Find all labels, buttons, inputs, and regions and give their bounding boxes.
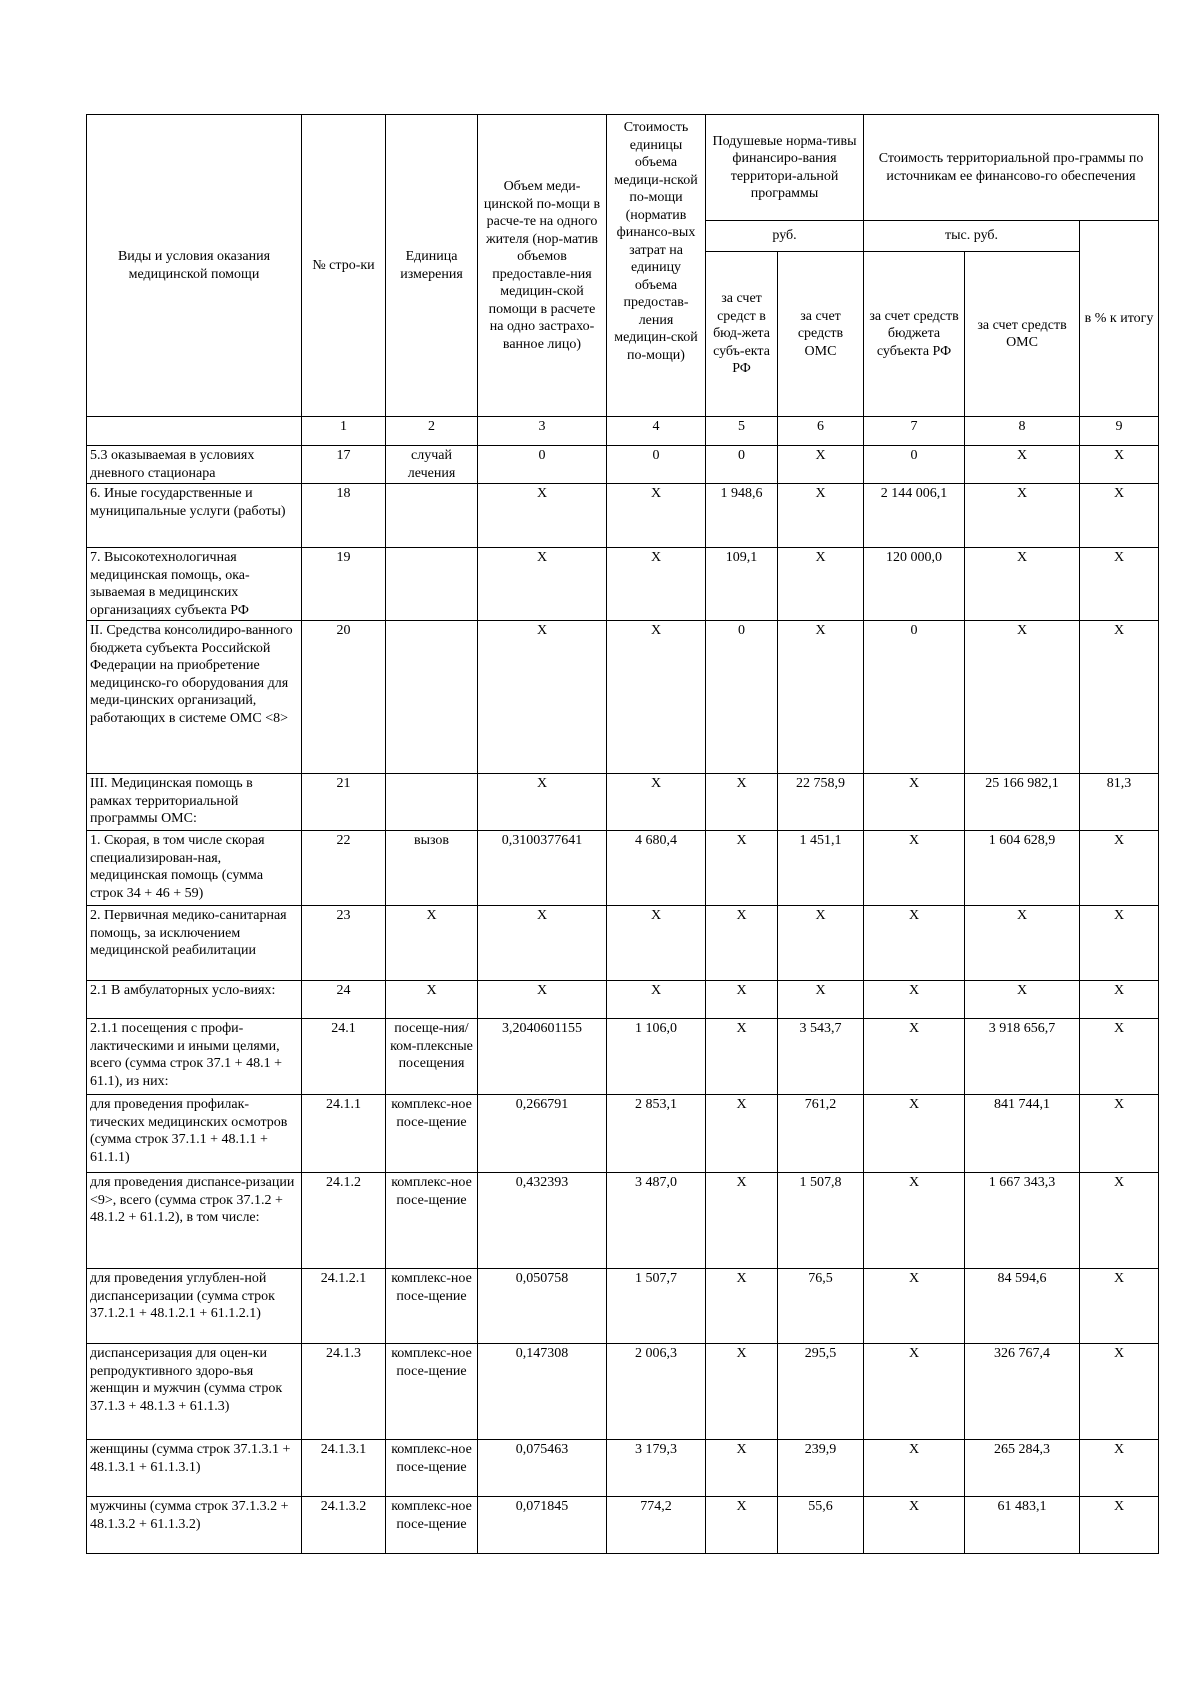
header-oms-rub: за счет средств ОМС: [778, 252, 864, 417]
cell-cost-oms: 841 744,1: [965, 1095, 1080, 1173]
cell-per-capita-oms: X: [778, 548, 864, 621]
header-budget-thousand: за счет средств бюджета субъекта РФ: [864, 252, 965, 417]
cell-per-capita-budget: X: [706, 1095, 778, 1173]
table-row: [87, 981, 1159, 1019]
row-unit: вызов: [386, 831, 478, 906]
row-name: 2. Первичная медико-санитарная помощь, за исключением медицинской реабилитации: [87, 906, 302, 981]
row-name: 7. Высокотехнологичная медицинская помощь, ока-зываемая в медицинских организациях субъекта РФ: [87, 548, 302, 621]
row-name: для проведения углублен-ной диспансеризации (сумма строк 37.1.2.1 + 48.1.2.1 + 61.1.2.1): [87, 1269, 302, 1344]
cell-percent: X: [1080, 484, 1159, 548]
header-cost: Стоимость единицы объема медици-нской по-мощи (норматив финансо-вых затрат на единицу объема предостав-ления медицин-ской по-мощи): [607, 115, 706, 417]
row-name: III. Медицинская помощь в рамках территориальной программы ОМС:: [87, 774, 302, 831]
cell-cost-oms: 25 166 982,1: [965, 774, 1080, 831]
table-row: [87, 1344, 1159, 1440]
cell-volume: 0,3100377641: [478, 831, 607, 906]
cell-cost-oms: X: [965, 548, 1080, 621]
cell-per-capita-oms: 761,2: [778, 1095, 864, 1173]
row-name: 6. Иные государственные и муниципальные услуги (работы): [87, 484, 302, 548]
row-name: женщины (сумма строк 37.1.3.1 + 48.1.3.1 + 61.1.3.1): [87, 1440, 302, 1497]
cell-volume: 0,075463: [478, 1440, 607, 1497]
row-number: 21: [302, 774, 386, 831]
header-program-cost: Стоимость территориальной про-граммы по источникам ее финансово-го обеспечения: [864, 115, 1159, 221]
cell-percent: X: [1080, 1440, 1159, 1497]
cell-unit-cost: 774,2: [607, 1497, 706, 1554]
column-number: 2: [386, 417, 478, 446]
row-unit: комплекс-ное посе-щение: [386, 1095, 478, 1173]
row-number: 24.1.1: [302, 1095, 386, 1173]
cell-unit-cost: 4 680,4: [607, 831, 706, 906]
column-number: 5: [706, 417, 778, 446]
cell-per-capita-oms: 22 758,9: [778, 774, 864, 831]
column-number: 8: [965, 417, 1080, 446]
cell-percent: 81,3: [1080, 774, 1159, 831]
cell-cost-oms: 61 483,1: [965, 1497, 1080, 1554]
row-number: 24.1.3: [302, 1344, 386, 1440]
cell-per-capita-budget: X: [706, 906, 778, 981]
cell-percent: X: [1080, 831, 1159, 906]
table-row: [87, 1440, 1159, 1497]
row-unit: комплекс-ное посе-щение: [386, 1173, 478, 1269]
table-row: [87, 446, 1159, 484]
row-number: 24.1.3.1: [302, 1440, 386, 1497]
cell-per-capita-budget: X: [706, 1344, 778, 1440]
cell-per-capita-oms: 3 543,7: [778, 1019, 864, 1095]
row-name: для проведения профилак-тических медицинских осмотров (сумма строк 37.1.1 + 48.1.1 + 61.1.1): [87, 1095, 302, 1173]
table-row: [87, 1173, 1159, 1269]
cell-unit-cost: X: [607, 621, 706, 774]
cell-cost-budget: X: [864, 981, 965, 1019]
cell-percent: X: [1080, 1019, 1159, 1095]
header-unit: Единица измерения: [386, 115, 478, 417]
row-name: 1. Скорая, в том числе скорая специализирован-ная, медицинская помощь (сумма строк 34 + 46 + 59): [87, 831, 302, 906]
cell-cost-budget: X: [864, 774, 965, 831]
cell-per-capita-budget: X: [706, 831, 778, 906]
row-number: 17: [302, 446, 386, 484]
column-number: 1: [302, 417, 386, 446]
cell-per-capita-oms: 55,6: [778, 1497, 864, 1554]
header-percent: в % к итогу: [1080, 221, 1159, 417]
cell-percent: X: [1080, 1173, 1159, 1269]
cell-per-capita-budget: X: [706, 1269, 778, 1344]
cell-per-capita-oms: X: [778, 621, 864, 774]
cell-volume: X: [478, 484, 607, 548]
table-row: [87, 548, 1159, 621]
cell-percent: X: [1080, 1497, 1159, 1554]
cell-per-capita-budget: X: [706, 1497, 778, 1554]
header-thousand-rub: тыс. руб.: [864, 221, 1080, 252]
cell-percent: X: [1080, 1269, 1159, 1344]
row-name: для проведения диспансе-ризации <9>, всего (сумма строк 37.1.2 + 48.1.2 + 61.1.2), в том числе:: [87, 1173, 302, 1269]
cell-cost-budget: X: [864, 831, 965, 906]
row-unit: комплекс-ное посе-щение: [386, 1497, 478, 1554]
row-number: 18: [302, 484, 386, 548]
row-unit: [386, 484, 478, 548]
table-row: [87, 1095, 1159, 1173]
cell-per-capita-budget: X: [706, 981, 778, 1019]
row-number: 24.1: [302, 1019, 386, 1095]
row-name: диспансеризация для оцен-ки репродуктивного здоро-вья женщин и мужчин (сумма строк 37.1.3 + 48.1.3 + 61.1.3): [87, 1344, 302, 1440]
cell-percent: X: [1080, 906, 1159, 981]
cell-unit-cost: 2 006,3: [607, 1344, 706, 1440]
cell-per-capita-oms: 295,5: [778, 1344, 864, 1440]
table-row: [87, 774, 1159, 831]
row-unit: X: [386, 981, 478, 1019]
cell-per-capita-budget: 0: [706, 621, 778, 774]
column-number-row: [87, 417, 1159, 446]
cell-cost-budget: 120 000,0: [864, 548, 965, 621]
row-number: 24.1.2: [302, 1173, 386, 1269]
column-number: 9: [1080, 417, 1159, 446]
row-number: 24: [302, 981, 386, 1019]
column-number: 3: [478, 417, 607, 446]
table-row: [87, 1497, 1159, 1554]
cell-cost-oms: 3 918 656,7: [965, 1019, 1080, 1095]
column-number: 6: [778, 417, 864, 446]
cell-volume: X: [478, 774, 607, 831]
cell-unit-cost: 0: [607, 446, 706, 484]
row-name: мужчины (сумма строк 37.1.3.2 + 48.1.3.2 + 61.1.3.2): [87, 1497, 302, 1554]
cell-cost-budget: X: [864, 1269, 965, 1344]
cell-cost-oms: 1 667 343,3: [965, 1173, 1080, 1269]
row-name: II. Средства консолидиро-ванного бюджета субъекта Российской Федерации на приобретение медицинско-го оборудования для меди-цинских организаций, работающих в системе ОМС <8>: [87, 621, 302, 774]
row-name: 5.3 оказываемая в условиях дневного стационара: [87, 446, 302, 484]
cell-volume: X: [478, 906, 607, 981]
cell-per-capita-budget: X: [706, 1019, 778, 1095]
header-oms-thousand: за счет средств ОМС: [965, 252, 1080, 417]
cell-cost-budget: 0: [864, 446, 965, 484]
row-unit: [386, 774, 478, 831]
cell-cost-budget: X: [864, 1019, 965, 1095]
row-name: 2.1 В амбулаторных усло-виях:: [87, 981, 302, 1019]
row-number: 23: [302, 906, 386, 981]
row-number: 22: [302, 831, 386, 906]
cell-unit-cost: X: [607, 484, 706, 548]
row-unit: комплекс-ное посе-щение: [386, 1440, 478, 1497]
row-unit: посеще-ния/ ком-плексные посещения: [386, 1019, 478, 1095]
cell-unit-cost: X: [607, 774, 706, 831]
cell-per-capita-budget: 1 948,6: [706, 484, 778, 548]
column-number: 7: [864, 417, 965, 446]
cell-volume: 0,147308: [478, 1344, 607, 1440]
cell-unit-cost: 1 106,0: [607, 1019, 706, 1095]
row-unit: комплекс-ное посе-щение: [386, 1269, 478, 1344]
cell-percent: X: [1080, 548, 1159, 621]
cell-cost-oms: X: [965, 981, 1080, 1019]
cell-volume: 0,266791: [478, 1095, 607, 1173]
cell-volume: X: [478, 621, 607, 774]
cell-per-capita-oms: X: [778, 906, 864, 981]
cell-per-capita-oms: 76,5: [778, 1269, 864, 1344]
cell-per-capita-oms: 1 507,8: [778, 1173, 864, 1269]
cell-unit-cost: X: [607, 548, 706, 621]
cell-cost-oms: 326 767,4: [965, 1344, 1080, 1440]
cell-per-capita-budget: 0: [706, 446, 778, 484]
cell-cost-budget: X: [864, 906, 965, 981]
cell-per-capita-oms: 239,9: [778, 1440, 864, 1497]
cell-cost-oms: X: [965, 906, 1080, 981]
row-number: 24.1.3.2: [302, 1497, 386, 1554]
cell-per-capita-budget: X: [706, 774, 778, 831]
cell-volume: 3,2040601155: [478, 1019, 607, 1095]
cell-cost-oms: 84 594,6: [965, 1269, 1080, 1344]
cell-cost-budget: 2 144 006,1: [864, 484, 965, 548]
column-number: 4: [607, 417, 706, 446]
cell-volume: X: [478, 981, 607, 1019]
cell-unit-cost: 2 853,1: [607, 1095, 706, 1173]
cell-cost-budget: X: [864, 1440, 965, 1497]
header-budget-rub: за счет средст в бюд-жета субъ-екта РФ: [706, 252, 778, 417]
table-row: [87, 484, 1159, 548]
cell-unit-cost: X: [607, 906, 706, 981]
cell-unit-cost: 1 507,7: [607, 1269, 706, 1344]
table-row: [87, 906, 1159, 981]
cell-unit-cost: 3 179,3: [607, 1440, 706, 1497]
cell-percent: X: [1080, 621, 1159, 774]
row-unit: X: [386, 906, 478, 981]
cell-cost-budget: X: [864, 1497, 965, 1554]
row-number: 20: [302, 621, 386, 774]
cell-cost-oms: X: [965, 621, 1080, 774]
cell-cost-oms: X: [965, 484, 1080, 548]
cell-per-capita-budget: 109,1: [706, 548, 778, 621]
cell-per-capita-oms: X: [778, 446, 864, 484]
header-kinds: Виды и условия оказания медицинской помощи: [87, 115, 302, 417]
table-row: [87, 1019, 1159, 1095]
cell-cost-budget: 0: [864, 621, 965, 774]
cell-volume: 0,050758: [478, 1269, 607, 1344]
cell-cost-oms: 265 284,3: [965, 1440, 1080, 1497]
cell-unit-cost: 3 487,0: [607, 1173, 706, 1269]
cell-unit-cost: X: [607, 981, 706, 1019]
header-rub: руб.: [706, 221, 864, 252]
column-number-blank: [87, 417, 302, 446]
row-unit: случай лечения: [386, 446, 478, 484]
row-name: 2.1.1 посещения с профи-лактическими и иными целями, всего (сумма строк 37.1 + 48.1 + 61.1), из них:: [87, 1019, 302, 1095]
cell-volume: 0,071845: [478, 1497, 607, 1554]
cell-cost-oms: X: [965, 446, 1080, 484]
table-row: [87, 621, 1159, 774]
header-row-no: № стро-ки: [302, 115, 386, 417]
table-row: [87, 831, 1159, 906]
cell-per-capita-oms: X: [778, 981, 864, 1019]
cell-per-capita-budget: X: [706, 1173, 778, 1269]
row-number: 24.1.2.1: [302, 1269, 386, 1344]
row-unit: [386, 548, 478, 621]
table-body: [87, 446, 1159, 1554]
cell-percent: X: [1080, 1095, 1159, 1173]
row-unit: [386, 621, 478, 774]
cell-per-capita-budget: X: [706, 1440, 778, 1497]
cell-percent: X: [1080, 446, 1159, 484]
cell-cost-budget: X: [864, 1095, 965, 1173]
cell-volume: 0: [478, 446, 607, 484]
row-number: 19: [302, 548, 386, 621]
cell-per-capita-oms: 1 451,1: [778, 831, 864, 906]
cell-cost-oms: 1 604 628,9: [965, 831, 1080, 906]
row-unit: комплекс-ное посе-щение: [386, 1344, 478, 1440]
header-volume: Объем меди-цинской по-мощи в расче-те на одного жителя (нор-матив объемов предоставле-ния медицин-ской помощи в расчете на одно застрахо-ванное лицо): [478, 115, 607, 417]
cell-volume: X: [478, 548, 607, 621]
cell-percent: X: [1080, 981, 1159, 1019]
financing-table: [86, 114, 1159, 1554]
cell-volume: 0,432393: [478, 1173, 607, 1269]
cell-cost-budget: X: [864, 1173, 965, 1269]
cell-cost-budget: X: [864, 1344, 965, 1440]
cell-percent: X: [1080, 1344, 1159, 1440]
cell-per-capita-oms: X: [778, 484, 864, 548]
header-per-capita: Подушевые норма-тивы финансиро-вания территори-альной программы: [706, 115, 864, 221]
table-row: [87, 1269, 1159, 1344]
